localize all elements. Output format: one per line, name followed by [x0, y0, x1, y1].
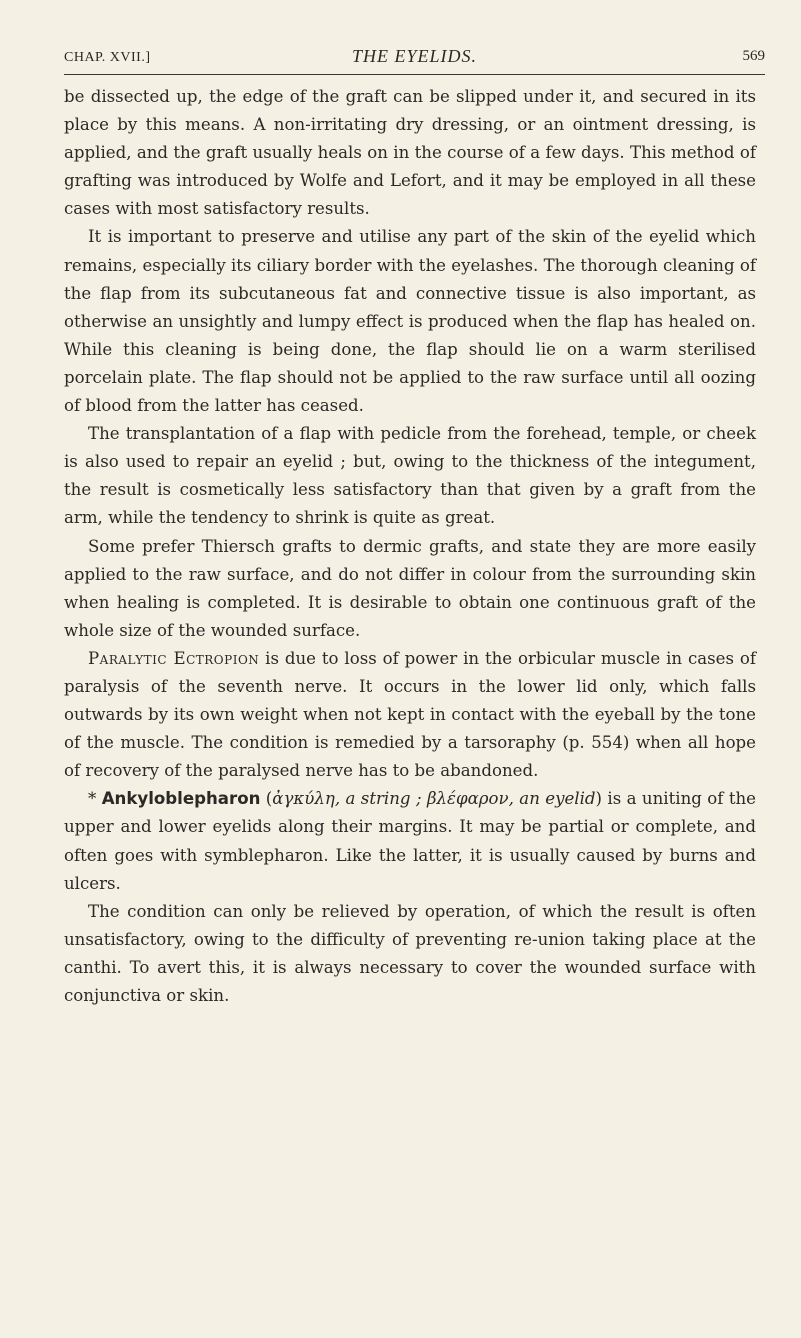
- paragraph-text: The transplantation of a flap with pedicle from the forehead, temple, or cheek is also used to repair an eyelid ; but, owing to the thickness of the integument, the result is cosmetically less satisfactory than that given by a graft from the arm, while the tendency to shrink is quite as great.: [64, 424, 756, 528]
- section-lead: Paralytic Ectropion: [88, 648, 260, 668]
- etymology-open: (: [260, 789, 273, 809]
- paragraph: [64, 898, 756, 1010]
- paragraph-text: Some prefer Thiersch grafts to dermic grafts, and state they are more easily applied to the raw surface, and do not differ in colour from the surrounding skin when healing is completed. It is desirable to obtain one continuous graft of the whole size of the wounded surface.: [64, 536, 756, 640]
- running-title: THE EYELIDS.: [351, 46, 477, 66]
- paragraph-text: It is important to preserve and utilise any part of the skin of the eyelid which remains, especially its ciliary border with the eyelashes. The thorough cleaning of the flap from its subcutaneous fat and connective tissue is also important, as otherwise an unsightly and lumpy effect is produced when the flap has healed on. While this cleaning is being done, the flap should lie on a warm sterilised porcelain plate. The flap should not be applied to the raw surface until all oozing of blood from the latter has ceased.: [64, 227, 756, 416]
- paragraph: [64, 645, 756, 785]
- greek-word: βλέφαρον: [426, 789, 509, 809]
- paragraph-text: is a uniting of the upper and lower eyelids along their margins. It may be partial or complete, and often goes with symblepharon. Like the latter, it is usually caused by burns and ulcers.: [64, 789, 756, 893]
- etymology-close: ): [595, 789, 603, 809]
- term-heading: Ankyloblepharon: [101, 789, 261, 809]
- paragraph-text: The condition can only be relieved by operation, of which the result is often unsatisfactory, owing to the difficulty of preventing re-union taking place at the canthi. To avert this, it is always necessary to cover the wounded surface with conjunctiva or skin.: [64, 901, 756, 1005]
- paragraph: [64, 83, 756, 223]
- paragraph: [64, 223, 756, 420]
- gloss: , an eyelid: [508, 789, 596, 809]
- paragraph: [64, 785, 756, 897]
- paragraph: [64, 420, 756, 532]
- paragraph-text: be dissected up, the edge of the graft can be slipped under it, and secured in its place by this means. A non-irritating dry dressing, or an ointment dressing, is applied, and the graft usually heals on in the course of a few days. This method of grafting was introduced by Wolfe and Lefort, and it may be employed in all these cases with most satisfactory results.: [64, 87, 756, 219]
- running-header: [64, 46, 765, 68]
- gloss: , a string ;: [334, 789, 427, 809]
- body-text: [64, 83, 756, 1010]
- paragraph-text: is due to loss of power in the orbicular muscle in cases of paralysis of the seventh nerve. It occurs in the lower lid only, which falls outwards by its own weight when not kept in contact with the eyeball by the tone of the muscle. The condition is remedied by a tarsoraphy (p. 554) when all hope of recovery of the paralysed nerve has to be abandoned.: [64, 648, 756, 781]
- greek-word: ἀγκύλη: [272, 789, 335, 809]
- paragraph: [64, 533, 756, 645]
- chapter-label: CHAP. XVII.]: [64, 50, 151, 65]
- header-rule: [64, 74, 765, 75]
- asterisk-marker: *: [88, 789, 102, 809]
- page-number: 569: [742, 48, 765, 64]
